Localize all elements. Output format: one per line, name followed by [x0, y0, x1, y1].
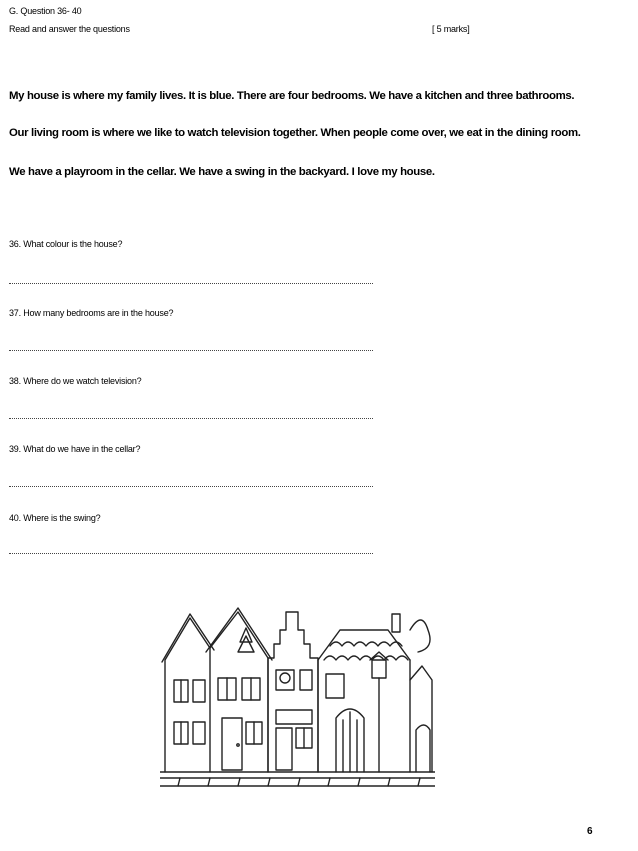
answer-line-39[interactable] — [9, 486, 373, 487]
answer-line-36[interactable] — [9, 283, 373, 284]
question-39: 39. What do we have in the cellar? — [9, 444, 141, 454]
question-40: 40. Where is the swing? — [9, 513, 101, 523]
page-number: 6 — [587, 826, 593, 837]
passage-paragraph-2: Our living room is where we like to watch television together. When people come over, we eat in the dining room. — [9, 127, 581, 139]
question-37: 37. How many bedrooms are in the house? — [9, 308, 174, 318]
answer-line-38[interactable] — [9, 418, 373, 419]
answer-line-37[interactable] — [9, 350, 373, 351]
passage-paragraph-1: My house is where my family lives. It is blue. There are four bedrooms. We have a kitchen and three bathrooms. — [9, 90, 575, 102]
answer-line-40[interactable] — [9, 553, 373, 554]
section-title: G. Question 36- 40 — [9, 6, 82, 16]
question-38: 38. Where do we watch television? — [9, 376, 142, 386]
question-36: 36. What colour is the house? — [9, 239, 123, 249]
instruction-text: Read and answer the questions — [9, 24, 130, 34]
houses-drawing-icon — [160, 600, 435, 800]
passage-paragraph-3: We have a playroom in the cellar. We have a swing in the backyard. I love my house. — [9, 166, 435, 178]
marks-label: [ 5 marks] — [432, 24, 470, 34]
